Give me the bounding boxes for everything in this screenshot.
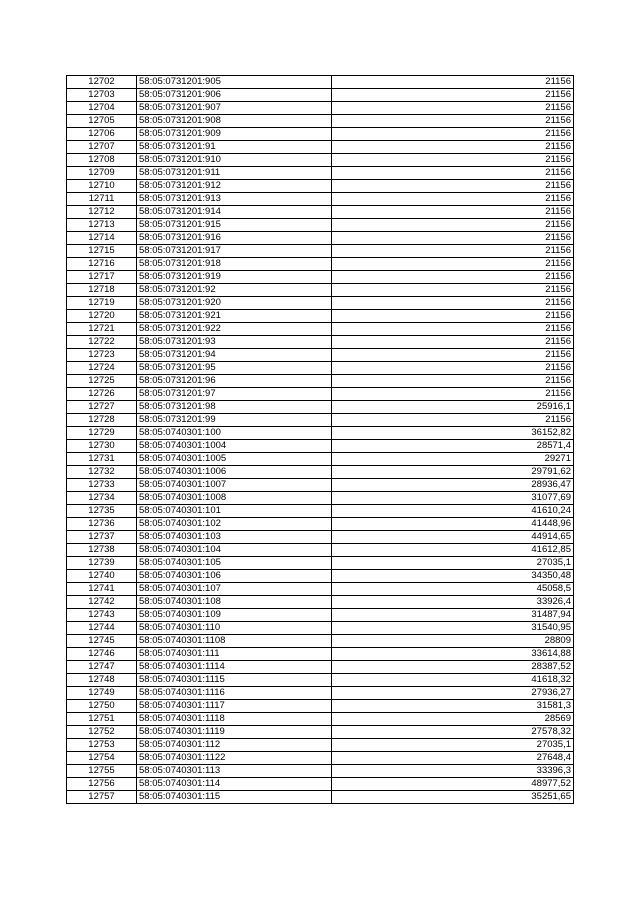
row-number-cell: 12739	[67, 557, 137, 570]
table-row	[67, 414, 574, 427]
row-number-cell: 12717	[67, 271, 137, 284]
cadastral-number-cell: 58:05:0731201:910	[137, 154, 332, 167]
table-row	[67, 531, 574, 544]
table-row	[67, 778, 574, 791]
value-cell: 27035,1	[332, 557, 574, 570]
table-row	[67, 557, 574, 570]
row-number-cell: 12713	[67, 219, 137, 232]
value-cell: 31540,95	[332, 622, 574, 635]
row-number-cell: 12712	[67, 206, 137, 219]
cadastral-number-cell: 58:05:0740301:1116	[137, 687, 332, 700]
value-cell: 28936,47	[332, 479, 574, 492]
row-number-cell: 12708	[67, 154, 137, 167]
value-cell: 21156	[332, 310, 574, 323]
row-number-cell: 12718	[67, 284, 137, 297]
value-cell: 29791,62	[332, 466, 574, 479]
cadastral-number-cell: 58:05:0740301:109	[137, 609, 332, 622]
value-cell: 21156	[332, 167, 574, 180]
table-row	[67, 76, 574, 89]
cadastral-number-cell: 58:05:0731201:907	[137, 102, 332, 115]
row-number-cell: 12711	[67, 193, 137, 206]
value-cell: 27936,27	[332, 687, 574, 700]
value-cell: 21156	[332, 362, 574, 375]
cadastral-number-cell: 58:05:0740301:101	[137, 505, 332, 518]
row-number-cell: 12752	[67, 726, 137, 739]
cadastral-number-cell: 58:05:0740301:1117	[137, 700, 332, 713]
value-cell: 21156	[332, 271, 574, 284]
table-row	[67, 583, 574, 596]
row-number-cell: 12740	[67, 570, 137, 583]
value-cell: 21156	[332, 414, 574, 427]
value-cell: 21156	[332, 219, 574, 232]
table-row	[67, 518, 574, 531]
table-body	[67, 76, 574, 804]
value-cell: 28569	[332, 713, 574, 726]
table-row	[67, 219, 574, 232]
table-row	[67, 141, 574, 154]
value-cell: 31077,69	[332, 492, 574, 505]
cadastral-number-cell: 58:05:0731201:909	[137, 128, 332, 141]
value-cell: 28571,4	[332, 440, 574, 453]
value-cell: 21156	[332, 258, 574, 271]
cadastral-number-cell: 58:05:0740301:111	[137, 648, 332, 661]
table-row	[67, 323, 574, 336]
value-cell: 41610,24	[332, 505, 574, 518]
table-row	[67, 440, 574, 453]
row-number-cell: 12744	[67, 622, 137, 635]
value-cell: 21156	[332, 128, 574, 141]
table-row	[67, 700, 574, 713]
value-cell: 36152,82	[332, 427, 574, 440]
row-number-cell: 12743	[67, 609, 137, 622]
table-row	[67, 401, 574, 414]
row-number-cell: 12703	[67, 89, 137, 102]
row-number-cell: 12724	[67, 362, 137, 375]
cadastral-number-cell: 58:05:0731201:97	[137, 388, 332, 401]
value-cell: 27578,32	[332, 726, 574, 739]
cadastral-number-cell: 58:05:0731201:922	[137, 323, 332, 336]
value-cell: 31581,3	[332, 700, 574, 713]
table-row	[67, 466, 574, 479]
table-row	[67, 505, 574, 518]
value-cell: 35251,65	[332, 791, 574, 804]
cadastral-number-cell: 58:05:0731201:915	[137, 219, 332, 232]
row-number-cell: 12732	[67, 466, 137, 479]
table-row	[67, 635, 574, 648]
value-cell: 21156	[332, 336, 574, 349]
cadastral-number-cell: 58:05:0740301:1114	[137, 661, 332, 674]
row-number-cell: 12734	[67, 492, 137, 505]
cadastral-number-cell: 58:05:0740301:106	[137, 570, 332, 583]
value-cell: 34350,48	[332, 570, 574, 583]
row-number-cell: 12731	[67, 453, 137, 466]
cadastral-number-cell: 58:05:0731201:908	[137, 115, 332, 128]
value-cell: 33926,4	[332, 596, 574, 609]
table-row	[67, 284, 574, 297]
row-number-cell: 12757	[67, 791, 137, 804]
table-row	[67, 167, 574, 180]
cadastral-number-cell: 58:05:0740301:1005	[137, 453, 332, 466]
value-cell: 41618,32	[332, 674, 574, 687]
cadastral-number-cell: 58:05:0731201:913	[137, 193, 332, 206]
row-number-cell: 12714	[67, 232, 137, 245]
value-cell: 41448,96	[332, 518, 574, 531]
cadastral-number-cell: 58:05:0731201:920	[137, 297, 332, 310]
cadastral-number-cell: 58:05:0740301:105	[137, 557, 332, 570]
cadastral-number-cell: 58:05:0740301:102	[137, 518, 332, 531]
row-number-cell: 12745	[67, 635, 137, 648]
row-number-cell: 12719	[67, 297, 137, 310]
row-number-cell: 12716	[67, 258, 137, 271]
cadastral-number-cell: 58:05:0731201:905	[137, 76, 332, 89]
value-cell: 21156	[332, 245, 574, 258]
cadastral-number-cell: 58:05:0740301:1006	[137, 466, 332, 479]
cadastral-number-cell: 58:05:0740301:113	[137, 765, 332, 778]
cadastral-number-cell: 58:05:0740301:115	[137, 791, 332, 804]
cadastral-number-cell: 58:05:0740301:114	[137, 778, 332, 791]
row-number-cell: 12722	[67, 336, 137, 349]
cadastral-number-cell: 58:05:0740301:1118	[137, 713, 332, 726]
row-number-cell: 12750	[67, 700, 137, 713]
cadastral-number-cell: 58:05:0740301:1119	[137, 726, 332, 739]
cadastral-number-cell: 58:05:0740301:1108	[137, 635, 332, 648]
cadastral-number-cell: 58:05:0731201:94	[137, 349, 332, 362]
table-row	[67, 739, 574, 752]
table-row	[67, 193, 574, 206]
value-cell: 21156	[332, 375, 574, 388]
row-number-cell: 12710	[67, 180, 137, 193]
table-row	[67, 362, 574, 375]
row-number-cell: 12742	[67, 596, 137, 609]
table-row	[67, 453, 574, 466]
table-row	[67, 206, 574, 219]
row-number-cell: 12727	[67, 401, 137, 414]
value-cell: 21156	[332, 89, 574, 102]
row-number-cell: 12704	[67, 102, 137, 115]
value-cell: 25916,1	[332, 401, 574, 414]
value-cell: 29271	[332, 453, 574, 466]
value-cell: 28387,52	[332, 661, 574, 674]
table-row	[67, 375, 574, 388]
value-cell: 21156	[332, 297, 574, 310]
row-number-cell: 12715	[67, 245, 137, 258]
cadastral-number-cell: 58:05:0731201:914	[137, 206, 332, 219]
value-cell: 21156	[332, 232, 574, 245]
value-cell: 21156	[332, 349, 574, 362]
row-number-cell: 12720	[67, 310, 137, 323]
row-number-cell: 12747	[67, 661, 137, 674]
row-number-cell: 12721	[67, 323, 137, 336]
table-row	[67, 388, 574, 401]
row-number-cell: 12749	[67, 687, 137, 700]
table-row	[67, 297, 574, 310]
cadastral-value-table	[66, 75, 574, 804]
cadastral-number-cell: 58:05:0740301:112	[137, 739, 332, 752]
cadastral-number-cell: 58:05:0740301:104	[137, 544, 332, 557]
value-cell: 21156	[332, 206, 574, 219]
value-cell: 21156	[332, 76, 574, 89]
cadastral-number-cell: 58:05:0731201:911	[137, 167, 332, 180]
row-number-cell: 12754	[67, 752, 137, 765]
cadastral-number-cell: 58:05:0731201:912	[137, 180, 332, 193]
table-row	[67, 349, 574, 362]
value-cell: 21156	[332, 284, 574, 297]
value-cell: 21156	[332, 193, 574, 206]
value-cell: 21156	[332, 115, 574, 128]
row-number-cell: 12707	[67, 141, 137, 154]
table-row	[67, 765, 574, 778]
cadastral-number-cell: 58:05:0731201:92	[137, 284, 332, 297]
table-row	[67, 674, 574, 687]
cadastral-number-cell: 58:05:0731201:918	[137, 258, 332, 271]
row-number-cell: 12746	[67, 648, 137, 661]
table-row	[67, 258, 574, 271]
value-cell: 27035,1	[332, 739, 574, 752]
table-row	[67, 544, 574, 557]
value-cell: 41612,85	[332, 544, 574, 557]
row-number-cell: 12709	[67, 167, 137, 180]
table-row	[67, 479, 574, 492]
cadastral-number-cell: 58:05:0731201:917	[137, 245, 332, 258]
table-row	[67, 596, 574, 609]
row-number-cell: 12705	[67, 115, 137, 128]
value-cell: 33396,3	[332, 765, 574, 778]
row-number-cell: 12735	[67, 505, 137, 518]
value-cell: 48977,52	[332, 778, 574, 791]
value-cell: 21156	[332, 154, 574, 167]
value-cell: 45058,5	[332, 583, 574, 596]
value-cell: 21156	[332, 102, 574, 115]
table-row	[67, 271, 574, 284]
cadastral-number-cell: 58:05:0740301:1004	[137, 440, 332, 453]
cadastral-number-cell: 58:05:0731201:99	[137, 414, 332, 427]
value-cell: 21156	[332, 180, 574, 193]
row-number-cell: 12702	[67, 76, 137, 89]
cadastral-number-cell: 58:05:0740301:108	[137, 596, 332, 609]
row-number-cell: 12725	[67, 375, 137, 388]
row-number-cell: 12723	[67, 349, 137, 362]
cadastral-number-cell: 58:05:0731201:921	[137, 310, 332, 323]
cadastral-number-cell: 58:05:0740301:100	[137, 427, 332, 440]
cadastral-number-cell: 58:05:0731201:916	[137, 232, 332, 245]
cadastral-number-cell: 58:05:0731201:93	[137, 336, 332, 349]
row-number-cell: 12729	[67, 427, 137, 440]
value-cell: 28809	[332, 635, 574, 648]
value-cell: 44914,65	[332, 531, 574, 544]
table-row	[67, 89, 574, 102]
table-row	[67, 245, 574, 258]
cadastral-number-cell: 58:05:0731201:919	[137, 271, 332, 284]
row-number-cell: 12751	[67, 713, 137, 726]
cadastral-number-cell: 58:05:0740301:103	[137, 531, 332, 544]
cadastral-number-cell: 58:05:0731201:96	[137, 375, 332, 388]
cadastral-number-cell: 58:05:0740301:1115	[137, 674, 332, 687]
value-cell: 21156	[332, 323, 574, 336]
table-row	[67, 128, 574, 141]
table-row	[67, 726, 574, 739]
row-number-cell: 12756	[67, 778, 137, 791]
table-row	[67, 310, 574, 323]
table-row	[67, 115, 574, 128]
row-number-cell: 12753	[67, 739, 137, 752]
value-cell: 21156	[332, 141, 574, 154]
table-row	[67, 791, 574, 804]
row-number-cell: 12736	[67, 518, 137, 531]
table-row	[67, 648, 574, 661]
cadastral-number-cell: 58:05:0740301:1122	[137, 752, 332, 765]
table-row	[67, 427, 574, 440]
table-row	[67, 752, 574, 765]
row-number-cell: 12755	[67, 765, 137, 778]
row-number-cell: 12738	[67, 544, 137, 557]
table-row	[67, 609, 574, 622]
cadastral-number-cell: 58:05:0740301:110	[137, 622, 332, 635]
table-row	[67, 713, 574, 726]
row-number-cell: 12728	[67, 414, 137, 427]
value-cell: 33614,88	[332, 648, 574, 661]
table-row	[67, 232, 574, 245]
value-cell: 31487,94	[332, 609, 574, 622]
table-row	[67, 622, 574, 635]
cadastral-number-cell: 58:05:0740301:107	[137, 583, 332, 596]
row-number-cell: 12726	[67, 388, 137, 401]
row-number-cell: 12741	[67, 583, 137, 596]
cadastral-number-cell: 58:05:0740301:1008	[137, 492, 332, 505]
row-number-cell: 12733	[67, 479, 137, 492]
table-row	[67, 570, 574, 583]
table-row	[67, 102, 574, 115]
value-cell: 27648,4	[332, 752, 574, 765]
row-number-cell: 12706	[67, 128, 137, 141]
cadastral-number-cell: 58:05:0731201:95	[137, 362, 332, 375]
table-row	[67, 687, 574, 700]
row-number-cell: 12737	[67, 531, 137, 544]
row-number-cell: 12730	[67, 440, 137, 453]
cadastral-number-cell: 58:05:0740301:1007	[137, 479, 332, 492]
cadastral-number-cell: 58:05:0731201:906	[137, 89, 332, 102]
table-row	[67, 336, 574, 349]
row-number-cell: 12748	[67, 674, 137, 687]
value-cell: 21156	[332, 388, 574, 401]
cadastral-number-cell: 58:05:0731201:98	[137, 401, 332, 414]
cadastral-number-cell: 58:05:0731201:91	[137, 141, 332, 154]
table-row	[67, 661, 574, 674]
table-row	[67, 492, 574, 505]
table-row	[67, 154, 574, 167]
table-row	[67, 180, 574, 193]
